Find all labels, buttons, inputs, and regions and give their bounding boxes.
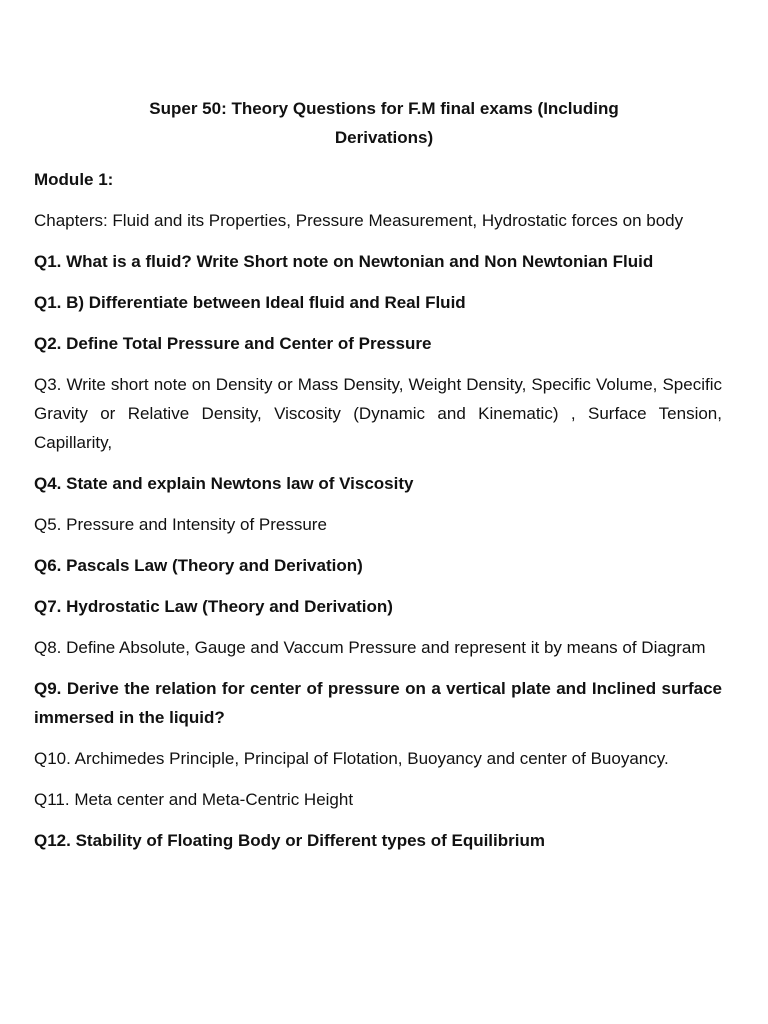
document-body	[34, 165, 722, 867]
question-q10: Q10. Archimedes Principle, Principal of Flotation, Buoyancy and center of Buoyancy.	[34, 749, 669, 768]
question-q1: Q1. What is a fluid? Write Short note on Newtonian and Non Newtonian Fluid	[34, 252, 654, 271]
title-line-2: Derivations)	[334, 128, 434, 147]
question-q2: Q2. Define Total Pressure and Center of Pressure	[34, 334, 432, 353]
question-q12: Q12. Stability of Floating Body or Different types of Equilibrium	[34, 831, 545, 850]
question-q1b: Q1. B) Differentiate between Ideal fluid and Real Fluid	[34, 293, 466, 312]
question-q4: Q4. State and explain Newtons law of Viscosity	[34, 474, 414, 493]
question-q5: Q5. Pressure and Intensity of Pressure	[34, 515, 327, 534]
chapters-line: Chapters: Fluid and its Properties, Pressure Measurement, Hydrostatic forces on body	[34, 211, 684, 230]
module-heading: Module 1:	[34, 170, 114, 189]
question-q6: Q6. Pascals Law (Theory and Derivation)	[34, 556, 363, 575]
question-q9: Q9. Derive the relation for center of pressure on a vertical plate and Inclined surface immersed in the liquid?	[34, 679, 722, 727]
document-title	[34, 94, 734, 152]
question-q7: Q7. Hydrostatic Law (Theory and Derivation)	[34, 597, 393, 616]
question-q3: Q3. Write short note on Density or Mass Density, Weight Density, Specific Volume, Specific Gravity or Relative Density, Viscosity (Dynamic and Kinematic) , Surface Tension, Capillarity,	[34, 375, 722, 452]
question-q8: Q8. Define Absolute, Gauge and Vaccum Pressure and represent it by means of Diagram	[34, 638, 706, 657]
title-line-1: Super 50: Theory Questions for F.M final exams (Including	[149, 99, 619, 118]
question-q11: Q11. Meta center and Meta-Centric Height	[34, 790, 354, 809]
